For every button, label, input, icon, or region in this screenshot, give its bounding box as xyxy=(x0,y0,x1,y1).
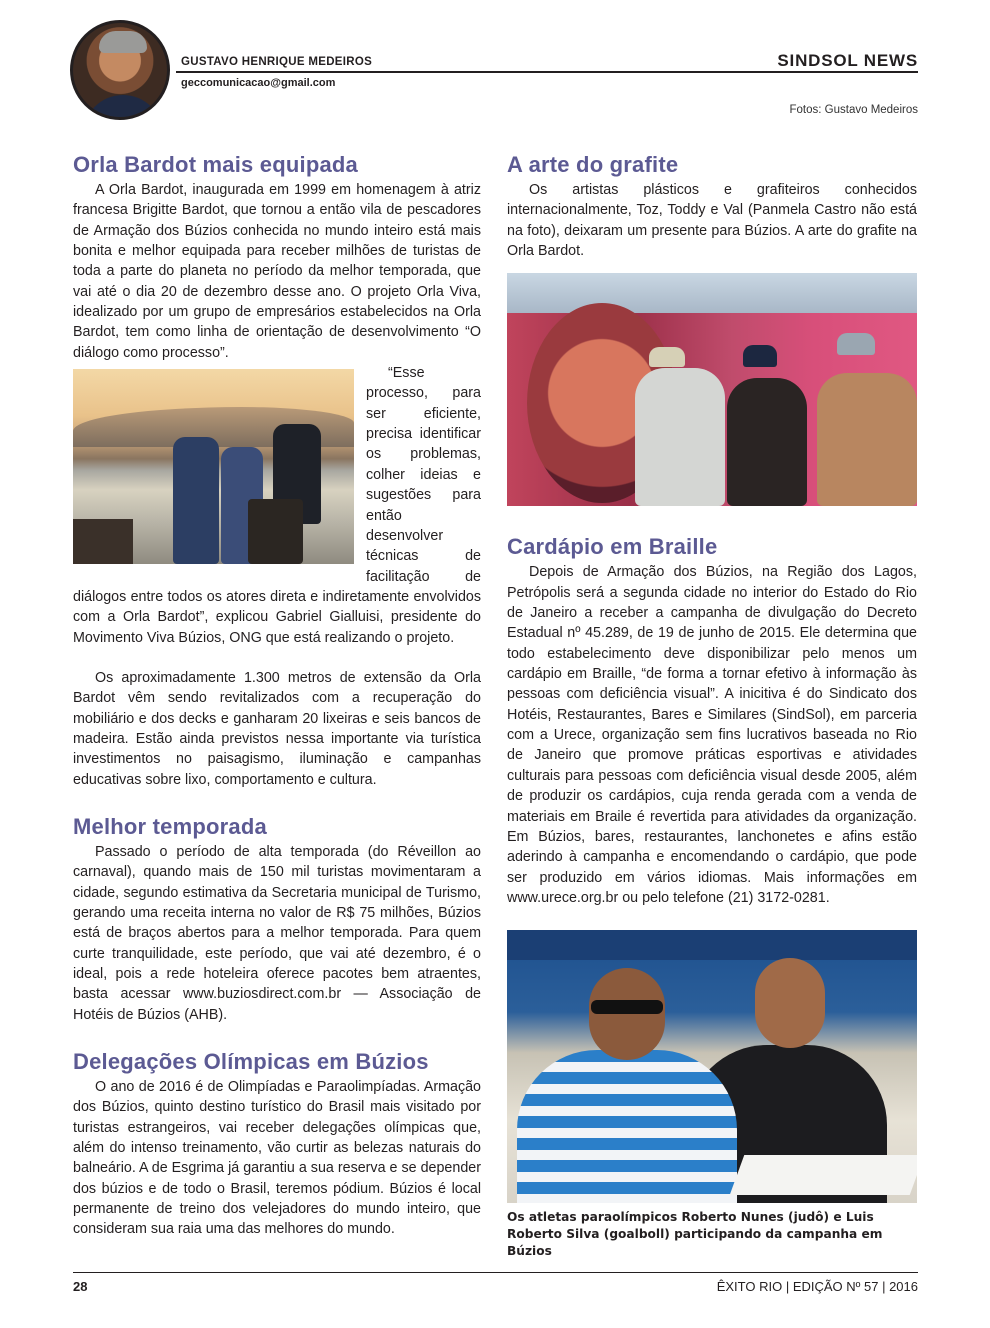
photo-trash-bin xyxy=(248,499,303,564)
photo-braille-menu xyxy=(730,1155,917,1195)
header-rule xyxy=(176,71,918,73)
photo-cap xyxy=(837,333,875,355)
orla-bardot-paragraph-1: A Orla Bardot, inaugurada em 1999 em homenagem à atriz francesa Brigitte Bardot, que tornou a então vila de pescadores de Armação dos Búzios conhecida no mundo inteiro está mais bonita e melhor equipada para receber milhões de turistas de toda a parte do planeta no período da melhor temporada, que vai até o dia 20 de dezembro desse ano. O projeto Orla Viva, idealizado por um grupo de empresários estabelecidos na Orla Bardot, tem como linha de orientação de desenvolvimento “O diálogo como processo”. xyxy=(73,182,481,361)
right-column xyxy=(507,150,917,1260)
photo-athlete-head xyxy=(589,968,665,1060)
photo-athlete-striped-shirt xyxy=(517,1050,737,1203)
left-column xyxy=(73,150,481,1240)
publication-info: ÊXITO RIO | EDIÇÃO Nº 57 | 2016 xyxy=(716,1279,918,1294)
cardapio-braille-paragraph: Depois de Armação dos Búzios, na Região dos Lagos, Petrópolis será a segunda cidade no interior do Estado do Rio de Janeiro a receber a campanha de divulgação do Decreto Estadual nº 45.289, de 19 de junho de 2015. Ele determina que todo estabelecimento deve disponibilizar pelo menos um cardápio em Braille, “de forma a tornar efetivo à informação às pessoas com deficiência visual”. A inicitiva é do Sindicato dos Hotéis, Restaurantes, Bares e Similares (SindSol), em parceria com a Urece, organização sem fins lucrativos baseada no Rio de Janeiro que promove práticas esportivas e atividades culturais para pessoas com deficiência visual desde 2005, além de produzir os cardápios, cuja renda gerada com a venda de materiais em Braile é revertida para atividades da organização. Em Búzios, bares, restaurantes, lanchonetes e afins estão aderindo à campanha e encomendando o cardápio, que pode ser produzido em vários idiomas. Mais informações em www.urece.org.br ou pelo telefone (21) 3172-0281. xyxy=(507,564,917,906)
footer-rule xyxy=(73,1272,918,1273)
author-photo-hair xyxy=(99,31,147,53)
photo-credit: Fotos: Gustavo Medeiros xyxy=(789,104,918,116)
section-title-cardapio-braille: Cardápio em Braille xyxy=(507,534,718,560)
melhor-temporada-paragraph: Passado o período de alta temporada (do Réveillon ao carnaval), quando mais de 150 mil turistas movimentaram a cidade, segundo estimativa da Secretaria municipal de Turismo, gerando uma receita interna no valor de R$ 75 milhões, Búzios está de braços abertos para a melhor temporada. Para quem curte tranquilidade, este período, que vai até dezembro, é o ideal, pois a rede hoteleira oferece pacotes bem atraentes, basta acessar www.buziosdirect.com.br — Associação de Hotéis de Búzios (AHB). xyxy=(73,843,481,1023)
photo-artist xyxy=(635,368,725,506)
section-title-orla-bardot: Orla Bardot mais equipada xyxy=(73,152,358,177)
orla-bardot-paragraph-3: Os aproximadamente 1.300 metros de extensão da Orla Bardot vêm sendo revitalizados com a recuperação do mobiliário e dos decks e ganharam 20 lixeiras e seis bancos de madeira. Estão ainda previstos nessa importante via turística investimentos no paisagismo, iluminação e campanhas educativas sobre lixo, comportamento e cultura. xyxy=(73,669,481,788)
photo-person xyxy=(173,437,219,564)
photo-sky xyxy=(507,273,917,313)
photo-roof xyxy=(507,930,917,960)
photo-artist xyxy=(727,378,807,506)
section-title-melhor-temporada: Melhor temporada xyxy=(73,813,267,839)
graffiti-artists-photo xyxy=(507,273,917,506)
photo-athlete-head xyxy=(755,958,825,1048)
orla-bardot-quote-paragraph: “Esse processo, para ser eficiente, precisa identificar os problemas, colher ideias e sugestões para então desenvolver técnicas de facilitação de diálogos entre todos os atores direta e indiretamente envolvidos com a Orla Bardot”, explicou Gabriel Gialluisi, presidente do Movimento Viva Búzios, ONG que está realizando o projeto. xyxy=(73,365,481,646)
beach-walkers-photo xyxy=(73,369,354,564)
photo-cap xyxy=(649,347,685,367)
page-number: 28 xyxy=(73,1279,88,1294)
arte-grafite-paragraph: Os artistas plásticos e grafiteiros conhecidos internacionalmente, Toz, Toddy e Val (Panmela Castro não está na foto), deixaram um presente para Búzios. A arte do grafite na Orla Bardot. xyxy=(507,182,917,260)
author-photo xyxy=(70,20,170,120)
athletes-photo-caption: Os atletas paraolímpicos Roberto Nunes (judô) e Luis Roberto Silva (goalboll) participando da campanha em Búzios xyxy=(507,1210,883,1259)
author-email: geccomunicacao@gmail.com xyxy=(181,77,336,89)
photo-bench xyxy=(73,519,133,564)
author-photo-shirt xyxy=(83,95,163,120)
photo-cap xyxy=(743,345,777,367)
photo-artist xyxy=(817,373,917,506)
section-title-delegacoes: Delegações Olímpicas em Búzios xyxy=(73,1049,429,1075)
section-brand: SINDSOL NEWS xyxy=(777,51,918,70)
athletes-photo xyxy=(507,930,917,1203)
section-title-arte-grafite: A arte do grafite xyxy=(507,152,679,177)
author-name: GUSTAVO HENRIQUE MEDEIROS xyxy=(181,56,373,68)
photo-sunglasses xyxy=(591,1000,663,1014)
delegacoes-paragraph: O ano de 2016 é de Olimpíadas e Paraolimpíadas. Armação dos Búzios, quinto destino turístico do Brasil mais visitado por turistas estrangeiros, vai receber delegações olímpicas que, além do intenso treinamento, vão curtir as belezas naturais do balneário. A de Esgrima já garantiu a sua reserva e se depender dos búzios e de todo o Brasil, teremos pódium. Búzios é local permanente de treino dos velejadores do mundo inteiro, que consideram sua raia uma das melhores do mundo. xyxy=(73,1079,481,1238)
